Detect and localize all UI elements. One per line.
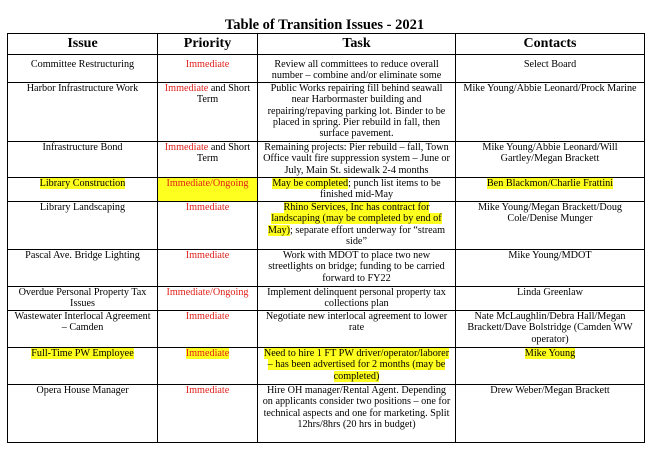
contacts-cell [456,141,645,177]
contacts-text: Mike Young/Megan Brackett/Doug Cole/Denise Munger [477,201,623,225]
priority-text: Immediate/Ongoing [166,286,249,298]
table-row [8,384,645,442]
priority-text: Immediate [185,384,230,396]
table-row [8,201,645,249]
contacts-text: Ben Blackmon/Charlie Frattini [486,177,614,189]
issue-text: Full-Time PW Employee [31,347,134,359]
issue-cell [8,347,158,384]
document-title: Table of Transition Issues - 2021 [224,17,425,33]
issue-cell [8,201,158,249]
issue-text: Harbor Infrastructure Work [26,82,139,94]
task-text: Need to hire 1 FT PW driver/operator/laborer – has been advertised for 2 months (may be completed) [263,347,450,382]
table-row [8,55,645,83]
contacts-cell [456,82,645,141]
table-row [8,286,645,310]
table-row [8,141,645,177]
task-cell [258,384,456,442]
column-header-task: Task [258,34,456,55]
priority-cell [158,347,258,384]
priority-cell [158,141,258,177]
priority-text: Immediate [185,310,230,322]
priority-cell [158,82,258,141]
priority-cell [158,384,258,442]
priority-text-rest: and Short Term [196,141,251,165]
task-cell [258,201,456,249]
issue-text: Pascal Ave. Bridge Lighting [25,249,140,261]
contacts-cell [456,55,645,83]
issue-text: Library Construction [39,177,126,189]
issue-text: Committee Restructuring [30,59,135,70]
task-text: Remaining projects: Pier rebuild – fall, Town Office vault fire suppression system – June or July, Main St. sidewalk 2-4 months [263,141,450,176]
priority-text-rest: and Short Term [196,82,251,106]
contacts-cell [456,347,645,384]
table-row [8,177,645,201]
contacts-text: Mike Young/Abbie Leonard/Will Gartley/Megan Brackett [482,141,618,165]
task-text: Hire OH manager/Rental Agent. Depending on applicants consider two positions – one for technical aspects and one for marketing. Split 12hrs/8hrs (20 hrs in budget) [262,384,451,431]
transition-issues-table [7,33,645,443]
task-highlight-text: May be completed [272,177,349,189]
issue-cell [8,310,158,347]
contacts-text: Mike Young/Abbie Leonard/Prock Marine [463,82,637,94]
contacts-cell [456,286,645,310]
priority-text: Immediate/Ongoing [166,177,249,189]
priority-text: Immediate [164,141,209,153]
priority-cell [158,310,258,347]
task-text: Public Works repairing fill behind seawall near Harbormaster building and repairing/repaving parking lot. Binder to be placed in spring. Pier rebuild in fall, then surface pavement. [267,82,446,140]
column-header-contacts: Contacts [456,34,645,55]
issue-text: Library Landscaping [39,201,126,213]
task-cell [258,55,456,83]
priority-text: Immediate [185,59,230,70]
issue-text: Infrastructure Bond [42,141,123,153]
column-header-issue: Issue [8,34,158,55]
table-row [8,347,645,384]
table-row [8,249,645,286]
task-text: ; separate effort underway for “stream side” [289,224,446,248]
task-text: Work with MDOT to place two new streetlights on bridge; funding to be carried forward to FY22 [268,249,445,284]
task-cell [258,249,456,286]
task-cell [258,310,456,347]
contacts-cell [456,310,645,347]
table-header-row [8,34,645,55]
issue-cell [8,55,158,83]
priority-text: Immediate [185,347,230,359]
task-cell [258,177,456,201]
contacts-text: Nate McLaughlin/Debra Hall/Megan Brackett/Dave Bolstridge (Camden WW operator) [467,310,633,345]
contacts-cell [456,201,645,249]
contacts-cell [456,384,645,442]
task-cell [258,286,456,310]
task-text: Implement delinquent personal property tax collections plan [267,286,446,310]
contacts-text: Drew Weber/Megan Brackett [490,384,610,396]
priority-cell [158,55,258,83]
priority-text: Immediate [164,82,209,94]
priority-cell [158,201,258,249]
task-highlight-text: Rhino Services, Inc has contract for landscaping (may be completed by end of May) [267,201,442,236]
issue-cell [8,249,158,286]
issue-text: Wastewater Interlocal Agreement – Camden [14,310,151,334]
issue-cell [8,286,158,310]
issue-cell [8,141,158,177]
priority-text: Immediate [185,201,230,213]
issue-text: Opera House Manager [36,384,129,396]
column-header-priority: Priority [158,34,258,55]
priority-cell [158,249,258,286]
issue-cell [8,177,158,201]
contacts-text: Linda Greenlaw [517,286,583,298]
issue-cell [8,82,158,141]
contacts-text: Mike Young [524,347,576,359]
task-cell [258,347,456,384]
contacts-cell [456,249,645,286]
priority-text: Immediate [185,249,230,261]
task-text: ; punch list items to be finished mid-May [319,177,441,201]
task-cell [258,141,456,177]
priority-cell [158,177,258,201]
contacts-text: Select Board [523,59,577,70]
task-cell [258,82,456,141]
table-row [8,310,645,347]
task-text: Negotiate new interlocal agreement to lower rate [265,310,448,334]
task-text: Review all committees to reduce overall number – combine and/or eliminate some [271,59,442,82]
issue-text: Overdue Personal Property Tax Issues [18,286,147,310]
priority-cell [158,286,258,310]
contacts-text: Mike Young/MDOT [508,249,592,261]
issue-cell [8,384,158,442]
table-row [8,82,645,141]
contacts-cell [456,177,645,201]
